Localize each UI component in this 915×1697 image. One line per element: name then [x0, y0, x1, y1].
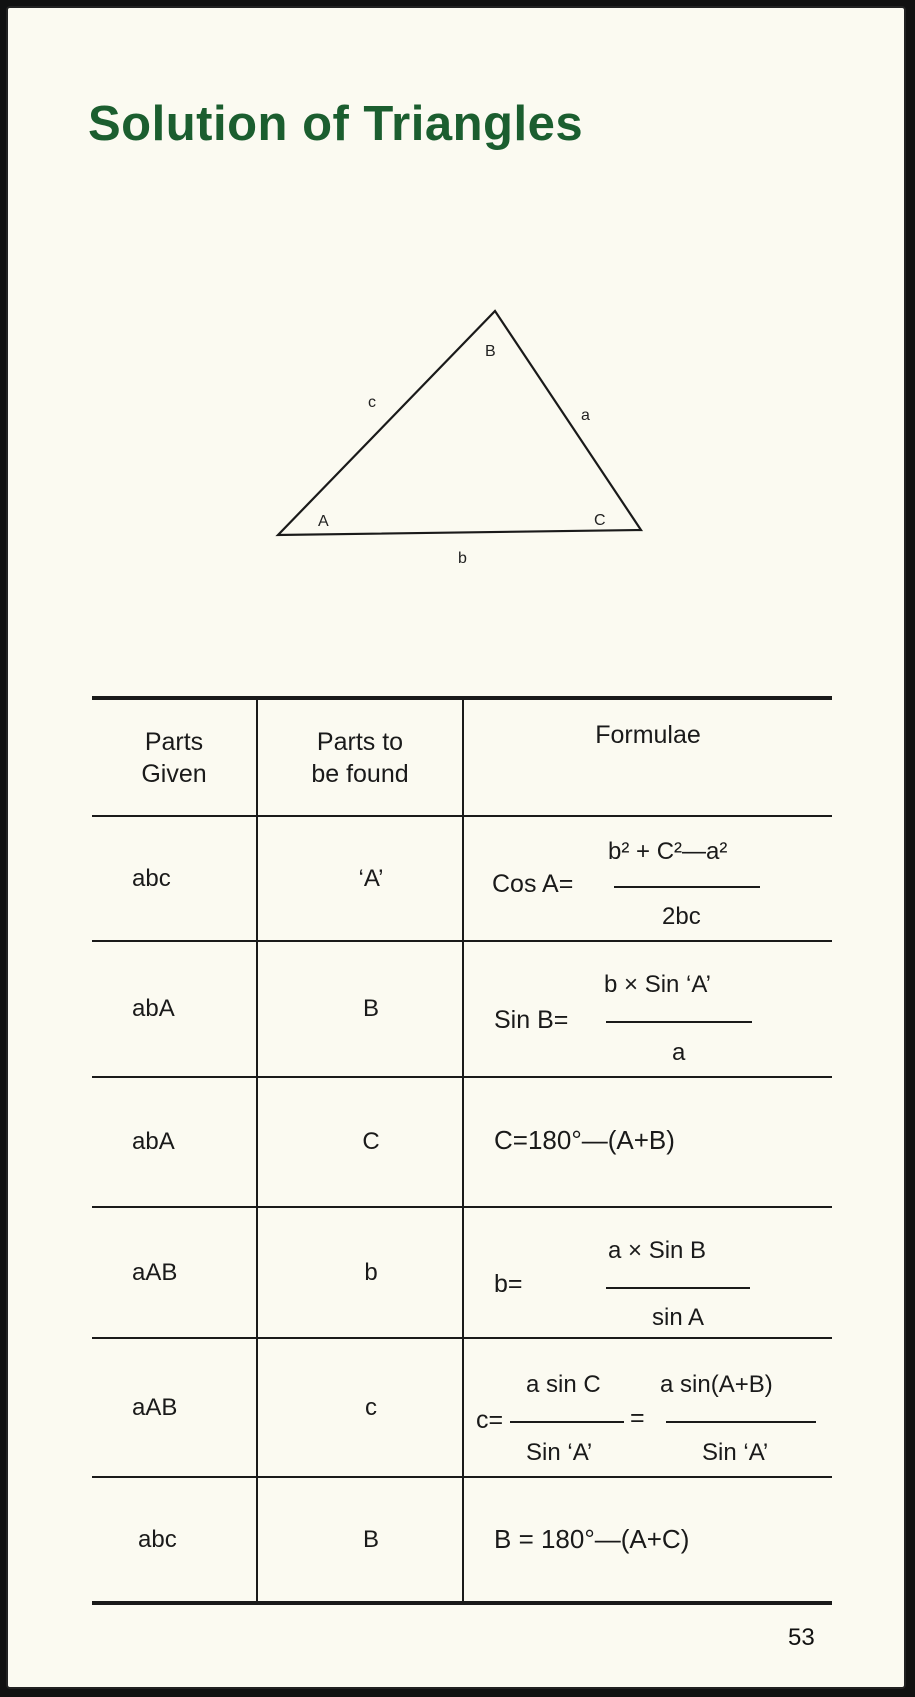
triangle-diagram — [8, 8, 908, 608]
fraction-bar — [614, 886, 760, 888]
formula-denominator: Sin ‘A’ — [526, 1439, 593, 1466]
find-cell: B — [362, 1525, 379, 1553]
formula-text: B = 180°—(A+C) — [494, 1524, 690, 1554]
page-title: Solution of Triangles — [88, 97, 584, 151]
header-text: be found — [311, 759, 409, 788]
row-divider — [92, 1476, 832, 1478]
formula-numerator: b² + C²—a² — [608, 838, 728, 865]
fraction-bar — [606, 1021, 752, 1023]
fraction-bar — [510, 1421, 624, 1423]
formula-denominator: sin A — [652, 1304, 705, 1331]
side-label-a: a — [581, 407, 590, 424]
header-text: Formulae — [595, 721, 701, 749]
formula-numerator: a sin C — [526, 1371, 601, 1398]
find-cell: ‘A’ — [358, 864, 384, 892]
header-text: Parts to — [316, 727, 404, 756]
header-formulae — [464, 700, 832, 770]
given-cell: abc — [138, 1525, 177, 1553]
find-cell: C — [362, 1128, 380, 1155]
formula-numerator: a sin(A+B) — [660, 1371, 773, 1398]
formula-denominator: Sin ‘A’ — [702, 1439, 769, 1466]
page-number: 53 — [788, 1624, 815, 1651]
find-cell: B — [362, 995, 379, 1022]
find-cell: c — [365, 1393, 377, 1421]
given-cell: aAB — [132, 1258, 178, 1286]
row-divider — [92, 940, 832, 942]
formula-denominator: 2bc — [662, 903, 701, 930]
given-cell: abA — [132, 1128, 175, 1155]
given-cell: abc — [132, 864, 171, 892]
row-divider — [92, 1206, 832, 1208]
vertex-label-b: B — [485, 343, 496, 360]
side-label-c: c — [368, 394, 376, 411]
formula-lhs: c= — [476, 1406, 504, 1434]
formula-lhs: Sin B= — [494, 1006, 569, 1034]
formula-equals: = — [630, 1404, 645, 1432]
formula-text: C=180°—(A+B) — [494, 1124, 675, 1155]
book-page — [6, 6, 906, 1689]
side-label-b: b — [458, 550, 467, 567]
find-cell: b — [364, 1258, 378, 1286]
formula-denominator: a — [672, 1039, 686, 1066]
vertex-label-c: C — [594, 512, 606, 529]
vertex-label-a: A — [318, 513, 329, 530]
header-parts-given — [92, 700, 256, 815]
fraction-bar — [666, 1421, 816, 1423]
header-text: Parts — [144, 727, 204, 756]
formula-lhs: Cos A= — [492, 870, 574, 898]
given-cell: abA — [132, 995, 175, 1022]
header-text: Given — [141, 759, 207, 788]
row-divider — [92, 1076, 832, 1078]
row-divider — [92, 815, 832, 817]
fraction-bar — [606, 1287, 750, 1289]
formula-numerator: b × Sin ‘A’ — [604, 971, 711, 998]
given-cell: aAB — [132, 1393, 178, 1421]
row-divider — [92, 1337, 832, 1339]
header-parts-to-find — [258, 700, 462, 815]
column-divider — [462, 698, 464, 1603]
formula-numerator: a × Sin B — [608, 1237, 707, 1264]
formula-lhs: b= — [494, 1270, 523, 1298]
